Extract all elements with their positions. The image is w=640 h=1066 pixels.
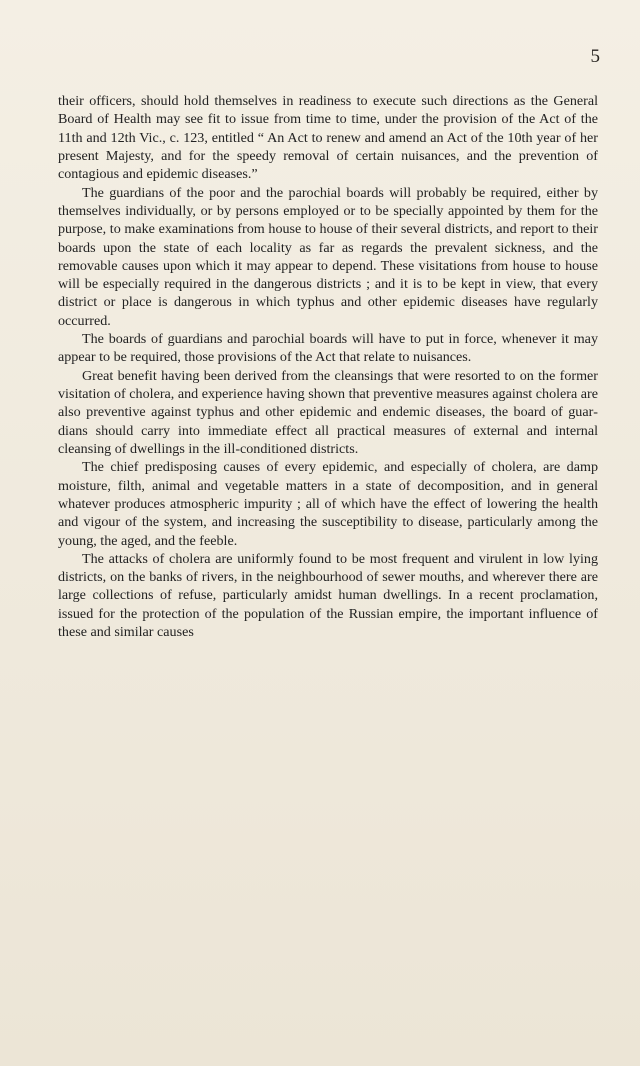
paragraph-1: their officers, should hold themselves in readiness to execute such directions as the General Board of Health may see fit to issue from time to time, under the provision of the Act of the 11th and 12th Vic., c. 123, entitled “ An Act to renew and amend an Act of the 10th year of her present Majesty, and for the speedy removal of certain nuisances, and the prevention of contagious and epidemic diseases.”: [58, 93, 598, 183]
paragraph-5: The chief predisposing causes of every epidemic, and especially of cholera, are damp moisture, filth, animal and vegetable matters in a state of decomposition, and in general whatever produces atmospheric impurity ; all of which have the effect of lowering the health and vigour of the system, and increasing the susceptibility to disease, particularly among the young, the aged, and the feeble.: [58, 459, 598, 549]
page-number: 5: [590, 46, 600, 67]
body-text: [58, 92, 598, 641]
paragraph-2: The guardians of the poor and the parochial boards will probably be required, either by themselves individually, or by persons employed or to be specially appointed by them for the purpose, to make examinations from house to house of their several districts, and report to their boards upon the state of each locality as far as regards the prevalent sickness, and the removable causes upon which it may appear to depend. These visitations from house to house will be especially required in the dangerous districts ; and it is to be kept in view, that every district or place is dangerous in which typhus and other epidemic diseases have regularly occurred.: [58, 184, 598, 329]
paragraph-6: The attacks of cholera are uniformly found to be most frequent and virulent in low lying districts, on the banks of rivers, in the neighbourhood of sewer mouths, and wherever there are large collections of refuse, particularly amidst human dwellings. In a recent proclamation, issued for the protection of the population of the Russian empire, the important influence of these and similar causes: [58, 550, 598, 641]
paragraph-4: Great benefit having been derived from the cleansings that were resorted to on the former visitation of cholera, and experience having shown that preventive measures against cholera are also preventive against typhus and other epidemic and endemic diseases, the board of guardians should carry into immediate effect all practical measures of external and internal cleansing of dwellings in the ill-conditioned districts.: [58, 367, 598, 457]
paragraph-3: The boards of guardians and parochial boards will have to put in force, whenever it may appear to be required, those provisions of the Act that relate to nuisances.: [58, 331, 598, 366]
